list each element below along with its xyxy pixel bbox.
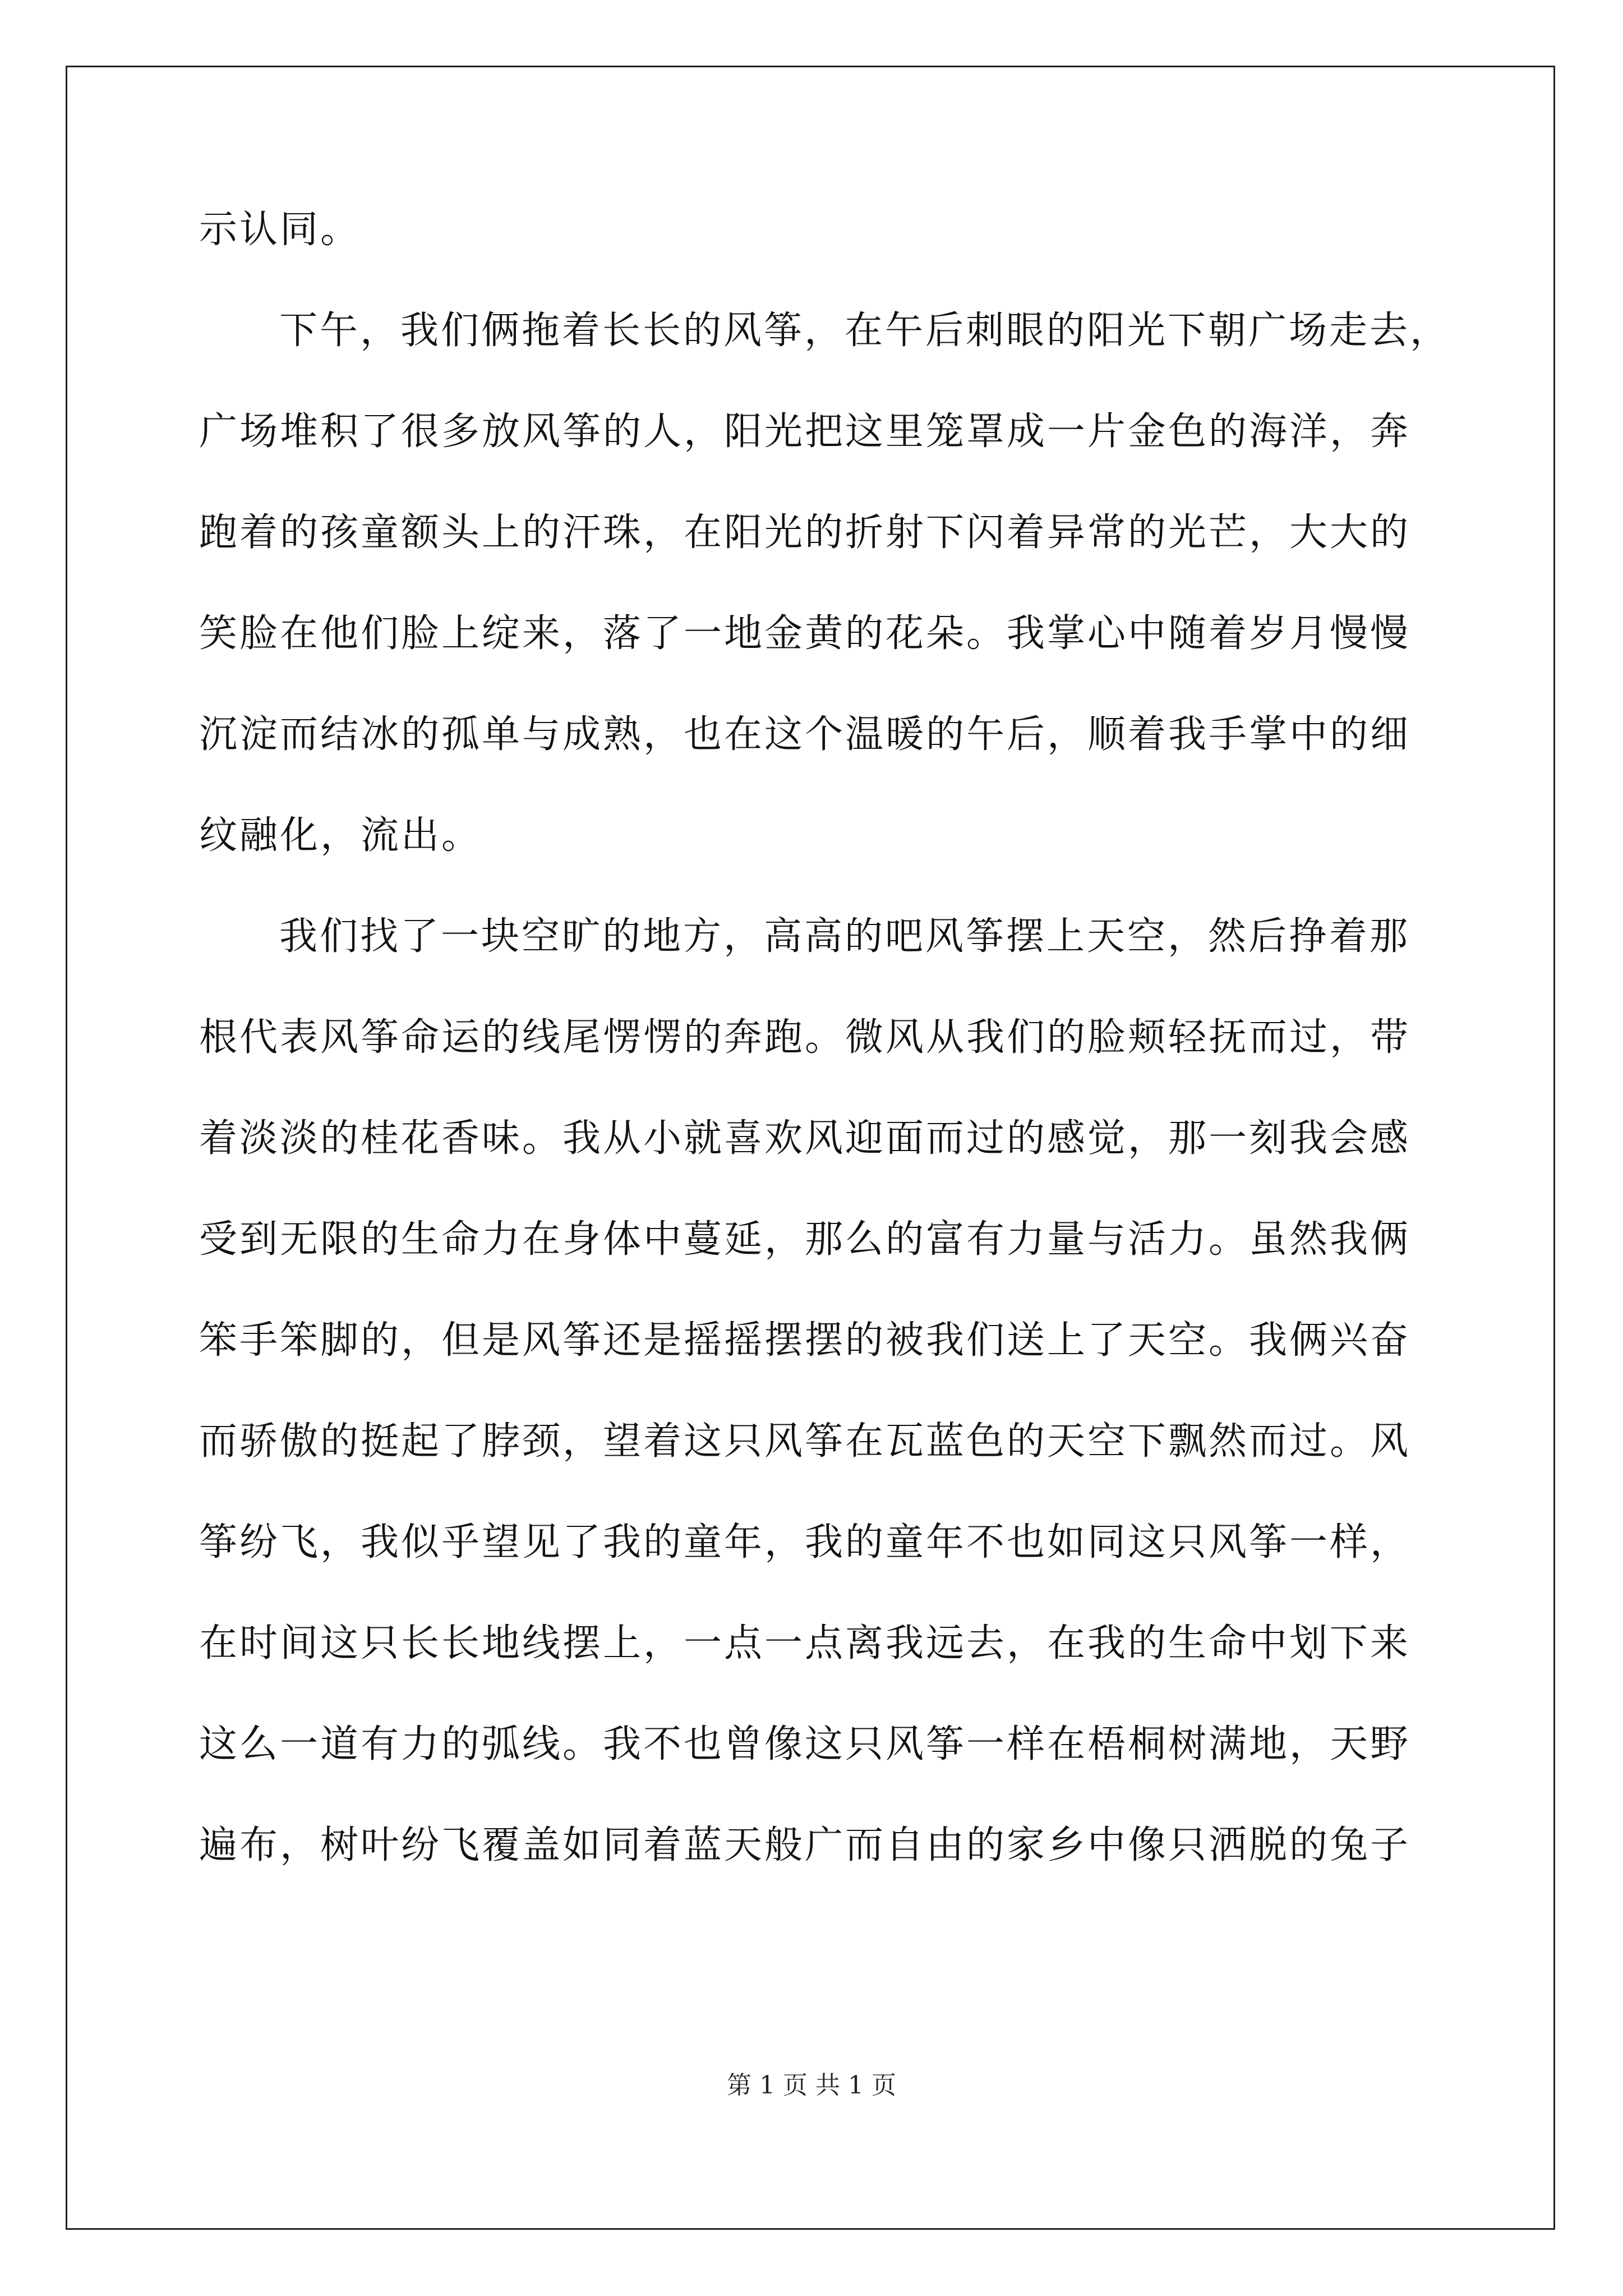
text-line: 而骄傲的挺起了脖颈，望着这只风筝在瓦蓝色的天空下飘然而过。风 [199, 1419, 1411, 1464]
text-line: 这么一道有力的弧线。我不也曾像这只风筝一样在梧桐树满地，天野 [199, 1722, 1411, 1766]
text-line: 遍布，树叶纷飞覆盖如同着蓝天般广而自由的家乡中像只洒脱的兔子 [199, 1823, 1411, 1867]
paragraph-first-line: 我们找了一块空旷的地方，高高的吧风筝摆上天空，然后挣着那 [279, 914, 1410, 959]
text-line: 受到无限的生命力在身体中蔓延，那么的富有力量与活力。虽然我俩 [199, 1217, 1411, 1262]
text-line: 根代表风筝命运的线尾愣愣的奔跑。微风从我们的脸颊轻抚而过，带 [199, 1015, 1411, 1060]
text-line: 着淡淡的桂花香味。我从小就喜欢风迎面而过的感觉，那一刻我会感 [199, 1116, 1411, 1161]
text-line: 广场堆积了很多放风筝的人，阳光把这里笼罩成一片金色的海洋，奔 [199, 409, 1411, 454]
text-line: 笑脸在他们脸上绽来，落了一地金黄的花朵。我掌心中随着岁月慢慢 [199, 611, 1411, 656]
text-line: 纹融化，流出。 [199, 813, 482, 858]
text-line: 筝纷飞，我似乎望见了我的童年，我的童年不也如同这只风筝一样， [199, 1520, 1411, 1565]
paragraph-first-line: 下午，我们俩拖着长长的风筝，在午后刺眼的阳光下朝广场走去， [279, 309, 1451, 353]
page-footer: 第 1 页 共 1 页 [727, 2071, 896, 2100]
text-line: 示认同。 [199, 208, 361, 252]
text-line: 沉淀而结冰的孤单与成熟，也在这个温暖的午后，顺着我手掌中的细 [199, 712, 1411, 757]
text-line: 笨手笨脚的，但是风筝还是摇摇摆摆的被我们送上了天空。我俩兴奋 [199, 1318, 1411, 1363]
text-line: 在时间这只长长地线摆上，一点一点离我远去，在我的生命中划下来 [199, 1621, 1411, 1665]
text-line: 跑着的孩童额头上的汗珠，在阳光的折射下闪着异常的光芒，大大的 [199, 510, 1411, 555]
